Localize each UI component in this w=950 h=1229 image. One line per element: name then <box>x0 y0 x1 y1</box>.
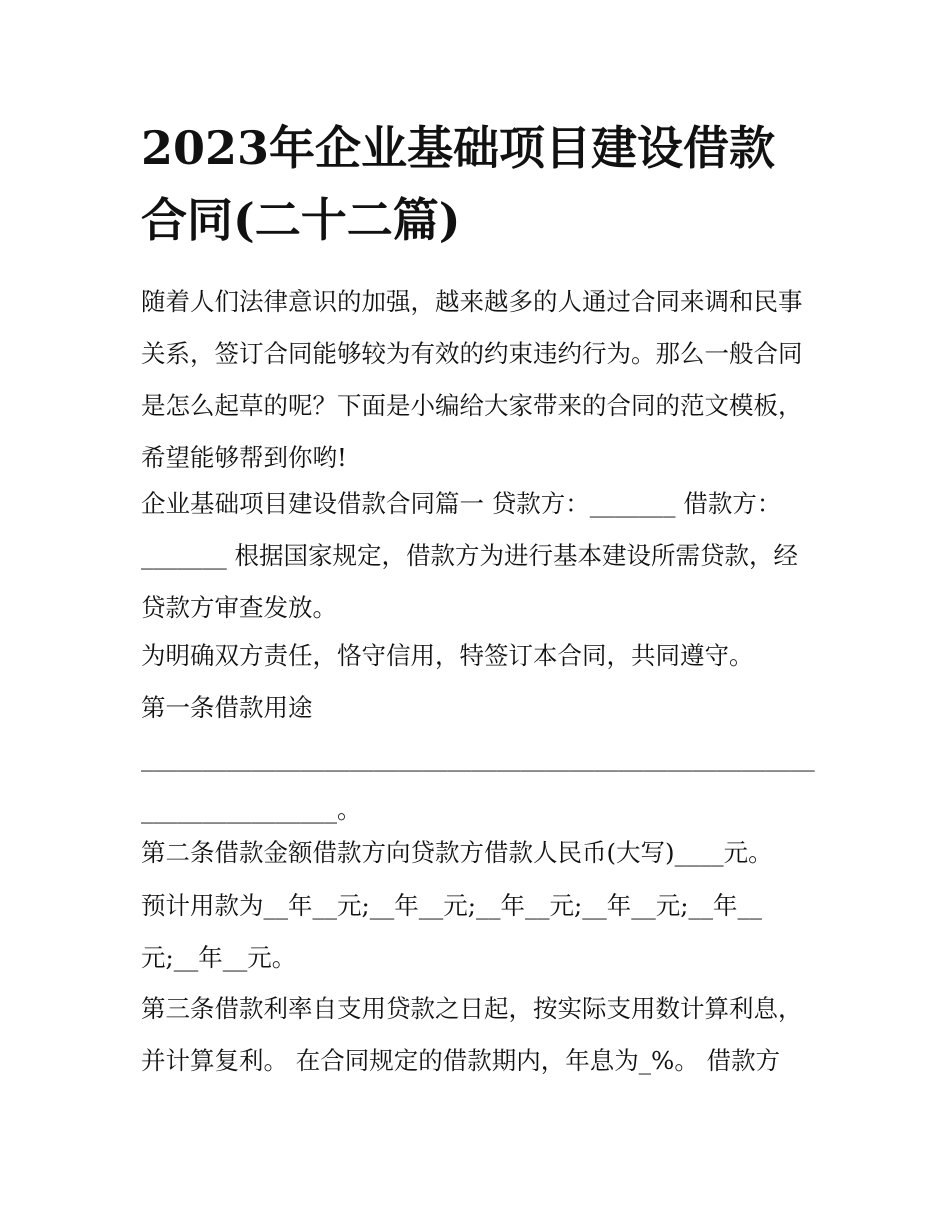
article-3-paragraph <box>141 983 816 1087</box>
intro-paragraph <box>141 276 816 484</box>
text-line: 预计用款为__年__元;__年__元;__年__元;__年__元;__年__ <box>141 891 763 920</box>
agreement-paragraph <box>141 630 816 682</box>
text-line: 是怎么起草的呢？下面是小编给大家带来的合同的范文模板， <box>141 391 803 420</box>
text-line: 并计算复利。 在合同规定的借款期内，年息为_%。 借款方 <box>141 1046 781 1075</box>
article-1-blank <box>141 732 816 836</box>
schedule-paragraph <box>141 880 816 984</box>
text-line: 第三条借款利率自支用贷款之日起，按实际支用数计算利息， <box>141 994 803 1023</box>
text-line: ________________。 <box>141 795 362 824</box>
text-line: 为明确双方责任，恪守信用，特签订本合同，共同遵守。 <box>141 641 754 670</box>
text-line: 随着人们法律意识的加强，越来越多的人通过合同来调和民事 <box>141 287 803 316</box>
parties-paragraph <box>141 478 816 634</box>
document-title <box>141 112 821 256</box>
text-line: 贷款方审查发放。 <box>141 593 337 622</box>
article-2-paragraph <box>141 827 816 879</box>
text-line: _______________________________________________________ <box>141 743 815 772</box>
title-line: 2023年企业基础项目建设借款 <box>141 121 776 175</box>
article-1-heading <box>141 682 816 734</box>
text-line: 第二条借款金额借款方向贷款方借款人民币(大写)____元。 <box>141 838 773 867</box>
text-line: 第一条借款用途 <box>141 693 313 722</box>
text-line: 关系，签订合同能够较为有效的约束违约行为。那么一般合同 <box>141 339 803 368</box>
text-line: 元;__年__元。 <box>141 943 297 972</box>
text-line: 企业基础项目建设借款合同篇一 贷款方：_______ 借款方： <box>141 489 782 518</box>
text-line: _______ 根据国家规定，借款方为进行基本建设所需贷款，经 <box>141 541 799 570</box>
title-line: 合同(二十二篇) <box>141 193 461 247</box>
text-line: 希望能够帮到你哟! <box>141 443 347 472</box>
